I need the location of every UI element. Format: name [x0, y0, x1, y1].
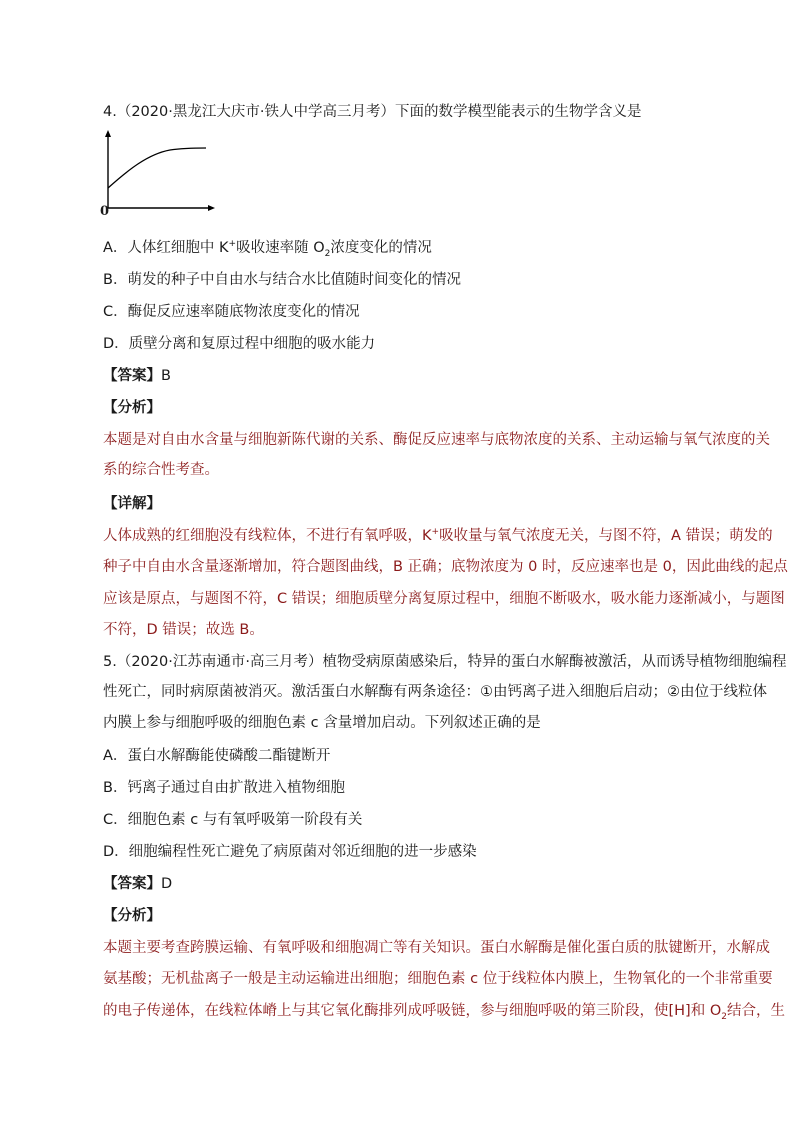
- q4-analysis-line-2: 系的综合性考查。: [103, 462, 219, 478]
- graph-curve: [108, 148, 206, 188]
- q4-option-b: B．萌发的种子中自由水与结合水比值随时间变化的情况: [103, 272, 461, 288]
- q5-stem-line-3: 内膜上参与细胞呼吸的细胞色素 c 含量增加启动。下列叙述正确的是: [103, 715, 541, 731]
- q4-answer: 【答案】B: [103, 368, 171, 384]
- q4-detail-line-2: 种子中自由水含量逐渐增加，符合题图曲线，B 正确；底物浓度为 0 时，反应速率也是 0，因此曲线的起点: [103, 559, 788, 575]
- q5-stem-line-2: 性死亡，同时病原菌被消灭。激活蛋白水解酶有两条途径：①由钙离子进入细胞后启动；②由位于线粒体: [103, 684, 767, 700]
- q4-detail-line-3: 应该是原点，与题图不符，C 错误；细胞质壁分离复原过程中，细胞不断吸水，吸水能力逐渐减小，与题图: [103, 591, 785, 607]
- q5-option-a: A．蛋白水解酶能使磷酸二酯键断开: [103, 748, 331, 764]
- q4-stem: 4.（2020·黑龙江大庆市·铁人中学高三月考）下面的数学模型能表示的生物学含义是: [103, 104, 642, 120]
- graph-x-arrow: [208, 205, 215, 211]
- q5-option-d: D．细胞编程性死亡避免了病原菌对邻近细胞的进一步感染: [103, 844, 477, 860]
- q4-detail-line-4: 不符，D 错误；故选 B。: [103, 622, 264, 638]
- q5-analysis-label: 【分析】: [103, 908, 161, 924]
- q4-option-d: D．质壁分离和复原过程中细胞的吸水能力: [103, 336, 376, 352]
- graph-y-arrow: [105, 130, 111, 137]
- q5-answer: 【答案】D: [103, 876, 173, 892]
- q5-option-c: C．细胞色素 c 与有氧呼吸第一阶段有关: [103, 812, 363, 828]
- q4-graph: [98, 130, 218, 220]
- q5-analysis-line-3: 的电子传递体，在线粒体嵴上与其它氧化酶排列成呼吸链，参与细胞呼吸的第三阶段，使[H]和 $O_2$结合，生: [103, 1003, 785, 1022]
- q5-stem-line-1: 5.（2020·江苏南通市·高三月考）植物受病原菌感染后，特异的蛋白水解酶被激活，从而诱导植物细胞编程: [103, 654, 787, 670]
- q5-analysis-line-1: 本题主要考查跨膜运输、有氧呼吸和细胞凋亡等有关知识。蛋白水解酶是催化蛋白质的肽键断开，水解成: [103, 940, 770, 956]
- graph-origin-label: 0: [100, 204, 110, 219]
- q4-detail-line-1: 人体成熟的红细胞没有线粒体，不进行有氧呼吸，K+吸收量与氧气浓度无关，与图不符，A 错误；萌发的: [103, 527, 773, 544]
- q4-analysis-line-1: 本题是对自由水含量与细胞新陈代谢的关系、酶促反应速率与底物浓度的关系、主动运输与氧气浓度的关: [103, 432, 770, 448]
- q4-analysis-label: 【分析】: [103, 400, 161, 416]
- q4-detail-label: 【详解】: [103, 496, 161, 512]
- q4-option-c: C．酶促反应速率随底物浓度变化的情况: [103, 304, 360, 320]
- q4-option-a: A．人体红细胞中 K+吸收速率随 $O_2$浓度变化的情况: [103, 239, 432, 259]
- q5-analysis-line-2: 氨基酸；无机盐离子一般是主动运输进出细胞；细胞色素 c 位于线粒体内膜上，生物氧化的一个非常重要: [103, 971, 773, 987]
- q5-option-b: B．钙离子通过自由扩散进入植物细胞: [103, 780, 345, 796]
